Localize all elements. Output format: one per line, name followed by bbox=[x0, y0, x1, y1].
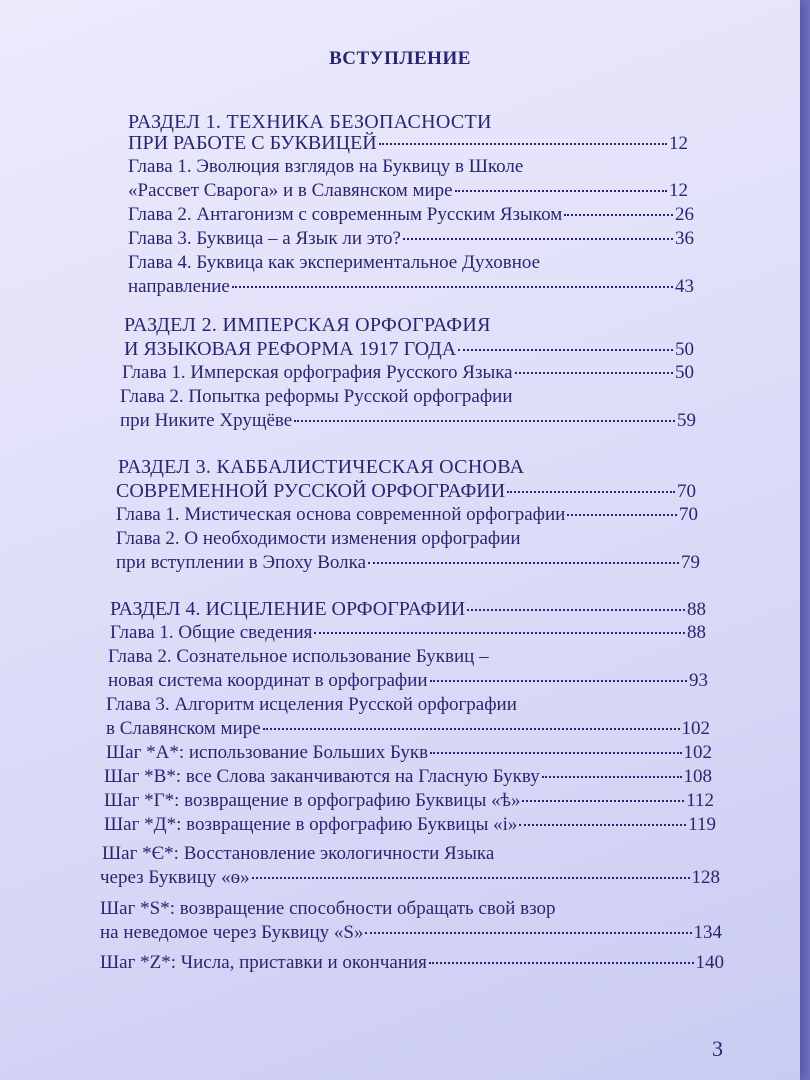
toc-entry bbox=[108, 669, 708, 693]
section-title-line bbox=[124, 337, 694, 362]
page-ref: 50 bbox=[675, 339, 694, 360]
dot-leader bbox=[519, 824, 686, 826]
toc-entry-text: Глава 2. Попытка реформы Русской орфографии bbox=[120, 386, 513, 407]
toc-entry-text: Глава 1. Эволюция взглядов на Буквицу в Школе bbox=[128, 156, 524, 177]
section-title-text: ПРИ РАБОТЕ С БУКВИЦЕЙ bbox=[128, 132, 377, 154]
toc-entry-text: Глава 3. Алгоритм исцеления Русской орфографии bbox=[106, 694, 517, 715]
toc-entry-text: Глава 1. Имперская орфография Русского Языка bbox=[122, 362, 513, 383]
toc-entry bbox=[106, 717, 710, 741]
page-ref: 119 bbox=[688, 814, 716, 835]
dot-leader bbox=[429, 962, 694, 964]
page-ref: 102 bbox=[683, 742, 712, 763]
page-ref: 88 bbox=[687, 622, 706, 643]
page-ref: 93 bbox=[689, 670, 708, 691]
section-title-line bbox=[128, 131, 688, 156]
section-title-text: СОВРЕМЕННОЙ РУССКОЙ ОРФОГРАФИИ bbox=[116, 480, 506, 502]
page-ref: 102 bbox=[681, 718, 710, 739]
page-ref: 43 bbox=[675, 276, 694, 297]
toc-entry bbox=[104, 765, 712, 789]
page-ref: 70 bbox=[677, 481, 696, 502]
toc-entry bbox=[128, 203, 694, 227]
toc-entry bbox=[128, 275, 694, 299]
dot-leader bbox=[467, 609, 685, 611]
section-title-text: РАЗДЕЛ 4. ИСЦЕЛЕНИЕ ОРФОГРАФИИ bbox=[110, 598, 466, 620]
dot-leader bbox=[542, 776, 682, 778]
page-ref: 112 bbox=[686, 790, 714, 811]
page-ref: 128 bbox=[691, 867, 720, 888]
page-ref: 108 bbox=[683, 766, 712, 787]
toc-entry bbox=[100, 921, 722, 945]
dot-leader bbox=[368, 562, 679, 564]
toc-entry-text: через Буквицу «ѳ» bbox=[100, 867, 250, 888]
page-ref: 12 bbox=[669, 180, 688, 201]
dot-leader bbox=[314, 632, 685, 634]
toc-entry bbox=[104, 813, 716, 837]
toc-entry-text: Шаг *Г*: возвращение в орфографию Буквицы «ѣ» bbox=[104, 790, 521, 811]
toc-entry-text: Шаг *Є*: Восстановление экологичности Языка bbox=[102, 843, 495, 864]
toc-entry-text: «Рассвет Сварога» и в Славянском мире bbox=[128, 180, 453, 201]
dot-leader bbox=[522, 800, 684, 802]
toc-entry bbox=[120, 409, 696, 433]
page-ref: 12 bbox=[669, 133, 688, 154]
toc-entry-text: при вступлении в Эпоху Волка bbox=[116, 552, 367, 573]
page-number: 3 bbox=[712, 1036, 723, 1061]
dot-leader bbox=[430, 680, 687, 682]
dot-leader bbox=[403, 238, 673, 240]
toc-entry-text: при Никите Хрущёве bbox=[120, 410, 293, 431]
page-ref: 50 bbox=[675, 362, 694, 383]
page-ref: 79 bbox=[681, 552, 700, 573]
dot-leader bbox=[455, 190, 667, 192]
page-ref: 26 bbox=[675, 204, 694, 225]
dot-leader bbox=[232, 286, 673, 288]
toc-entry bbox=[128, 227, 694, 251]
toc-entry-text: Глава 3. Буквица – а Язык ли это? bbox=[128, 228, 401, 249]
section-title-line bbox=[116, 479, 696, 504]
toc-entry-text: Глава 2. Антагонизм с современным Русским Языком bbox=[128, 204, 563, 225]
dot-leader bbox=[515, 372, 673, 374]
toc-entry bbox=[100, 951, 724, 975]
page-ref: 36 bbox=[675, 228, 694, 249]
toc-entry-text: Глава 2. О необходимости изменения орфографии bbox=[116, 528, 521, 549]
dot-leader bbox=[507, 491, 675, 493]
page-ref: 140 bbox=[695, 952, 724, 973]
toc-entry-text: Шаг *Д*: возвращение в орфографию Буквицы «і» bbox=[104, 814, 518, 835]
toc-entry bbox=[122, 361, 694, 385]
toc-entry-text: Шаг *В*: все Слова заканчиваются на Гласную Букву bbox=[104, 766, 540, 787]
section-title: РАЗДЕЛ 1. ТЕХНИКА БЕЗОПАСНОСТИ bbox=[128, 111, 492, 133]
dot-leader bbox=[252, 877, 690, 879]
page-ref: 70 bbox=[679, 504, 698, 525]
dot-leader bbox=[294, 420, 675, 422]
section-title: РАЗДЕЛ 2. ИМПЕРСКАЯ ОРФОГРАФИЯ bbox=[124, 314, 491, 336]
toc-entry bbox=[116, 551, 700, 575]
toc-entry-text: на неведомое через Буквицу «S» bbox=[100, 922, 364, 943]
toc-entry-text: в Славянском мире bbox=[106, 718, 261, 739]
toc-entry-text: Глава 2. Сознательное использование Буквиц – bbox=[108, 646, 489, 667]
toc-entry-text: Глава 1. Общие сведения bbox=[110, 622, 313, 643]
dot-leader bbox=[458, 349, 673, 351]
page-header: ВСТУПЛЕНИЕ bbox=[329, 48, 471, 69]
toc-entry bbox=[128, 179, 688, 203]
toc-entry-text: направление bbox=[128, 276, 230, 297]
dot-leader bbox=[564, 214, 673, 216]
page-ref: 88 bbox=[687, 599, 706, 620]
page-ref: 134 bbox=[693, 922, 722, 943]
toc-entry-text: Глава 4. Буквица как экспериментальное Духовное bbox=[128, 252, 541, 273]
toc-entry-text: Глава 1. Мистическая основа современной орфографии bbox=[116, 504, 566, 525]
toc-entry-text: Шаг *Z*: Числа, приставки и окончания bbox=[100, 952, 427, 973]
toc-entry-text: Шаг *А*: использование Больших Букв bbox=[106, 742, 429, 763]
dot-leader bbox=[263, 728, 680, 730]
toc-entry-text: Шаг *S*: возвращение способности обращать свой взор bbox=[100, 898, 556, 919]
dot-leader bbox=[365, 932, 691, 934]
toc-entry bbox=[110, 621, 706, 645]
section-title: РАЗДЕЛ 3. КАББАЛИСТИЧЕСКАЯ ОСНОВА bbox=[118, 456, 525, 478]
toc-entry-text: новая система координат в орфографии bbox=[108, 670, 428, 691]
dot-leader bbox=[430, 752, 681, 754]
dot-leader bbox=[567, 514, 677, 516]
page-ref: 59 bbox=[677, 410, 696, 431]
toc-entry bbox=[104, 789, 714, 813]
toc-entry bbox=[106, 741, 712, 765]
dot-leader bbox=[379, 143, 667, 145]
toc-entry bbox=[116, 503, 698, 527]
section-title-line bbox=[110, 597, 706, 622]
section-title-text: И ЯЗЫКОВАЯ РЕФОРМА 1917 ГОДА bbox=[124, 338, 457, 360]
toc-entry bbox=[100, 866, 720, 890]
